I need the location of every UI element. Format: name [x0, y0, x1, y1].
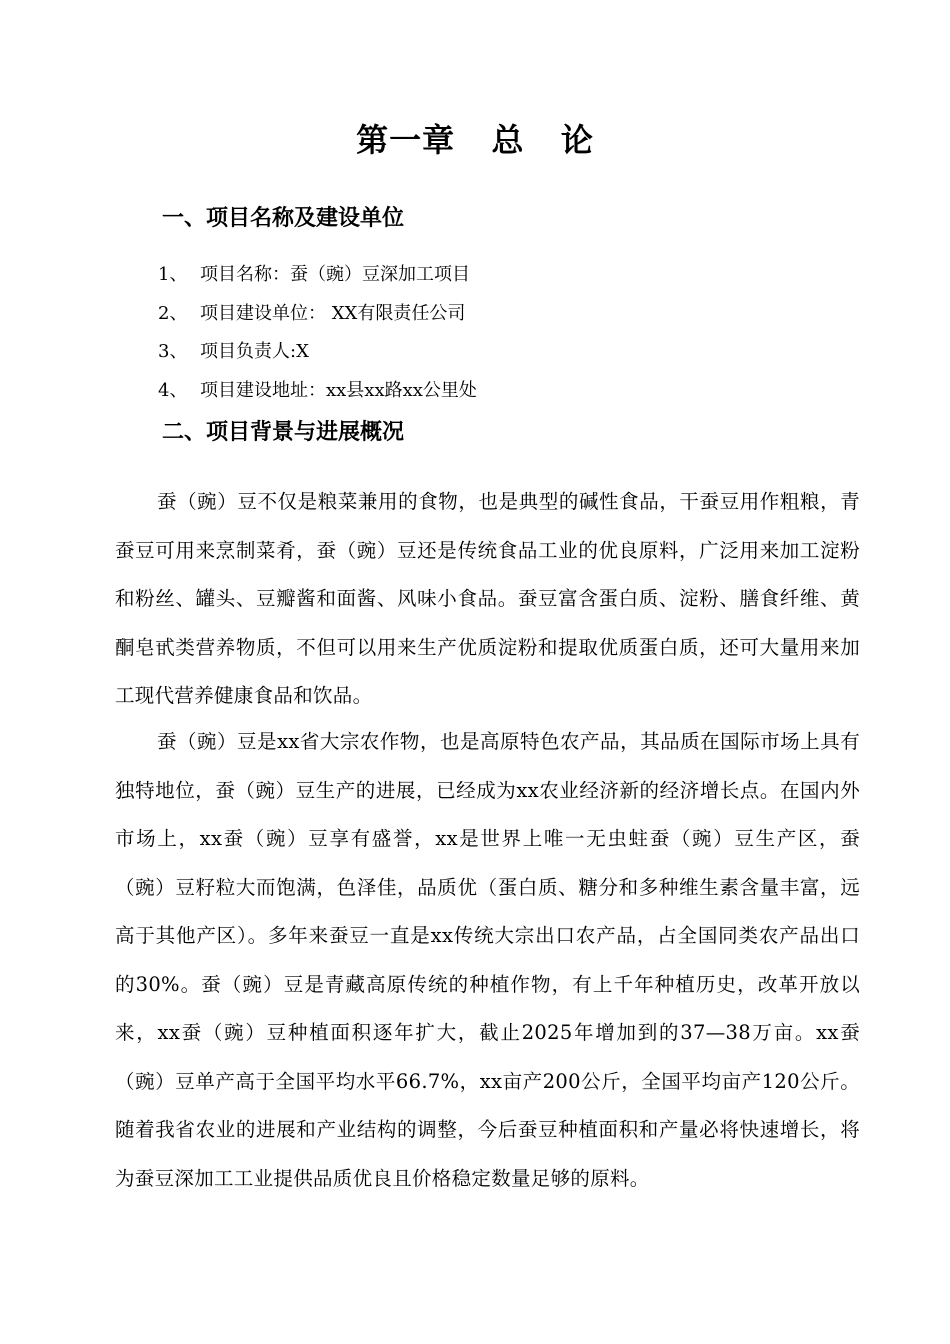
list-item-number: 4、 — [158, 379, 188, 401]
list-item — [158, 256, 477, 295]
chapter-title: 第一章 总 论 — [356, 121, 594, 159]
list-item-number: 1、 — [158, 264, 188, 285]
list-item-text: 项目负责人:X — [200, 341, 309, 362]
list-item-text: 项目名称：蚕（豌）豆深加工项目 — [200, 264, 470, 285]
body-paragraph-2: 蚕（豌）豆是xx省大宗农作物，也是高原特色农产品，其品质在国际市场上具有独特地位，蚕（豌）豆生产的进展，已经成为xx农业经济新的经济增长点。在国内外市场上，xx蚕（豌）豆享有盛誉，xx是世界上唯一无虫蛀蚕（豌）豆生产区，蚕（豌）豆籽粒大而饱满，色泽佳，品质优（蛋白质、糖分和多种维生素含量丰富，远高于其他产区）。多年来蚕豆一直是xx传统大宗出口农产品，占全国同类农产品出口的30%。蚕（豌）豆是青藏高原传统的种植作物，有上千年种植历史，改革开放以来，xx蚕（豌）豆种植面积逐年扩大，截止2025年增加到的37—38万亩。xx蚕（豌）豆单产高于全国平均水平66.7%，xx亩产200公斤，全国平均亩产120公斤。随着我省农业的进展和产业结构的调整，今后蚕豆种植面积和产量必将快速增长，将为蚕豆深加工工业提供品质优良且价格稳定数量足够的原料。 — [115, 730, 860, 1190]
list-item-text: 项目建设单位： XX有限责任公司 — [200, 302, 466, 324]
list-item-text: 项目建设地址：xx县xx路xx公里处 — [200, 379, 477, 401]
list-item-number: 2、 — [158, 302, 188, 324]
list-item — [158, 333, 477, 372]
section-heading-background: 二、项目背景与进展概况 — [162, 420, 405, 445]
list-item — [158, 295, 477, 334]
list-item — [158, 372, 477, 411]
project-info-list — [158, 256, 477, 410]
list-item-number: 3、 — [158, 341, 188, 362]
section-heading-project-name: 一、项目名称及建设单位 — [162, 206, 405, 231]
body-paragraph-1: 蚕（豌）豆不仅是粮菜兼用的食物，也是典型的碱性食品，干蚕豆用作粗粮，青蚕豆可用来烹制菜肴，蚕（豌）豆还是传统食品工业的优良原料，广泛用来加工淀粉和粉丝、罐头、豆瓣酱和面酱、风味小食品。蚕豆富含蛋白质、淀粉、膳食纤维、黄酮皂甙类营养物质，不但可以用来生产优质淀粉和提取优质蛋白质，还可大量用来加工现代营养健康食品和饮品。 — [115, 490, 860, 707]
